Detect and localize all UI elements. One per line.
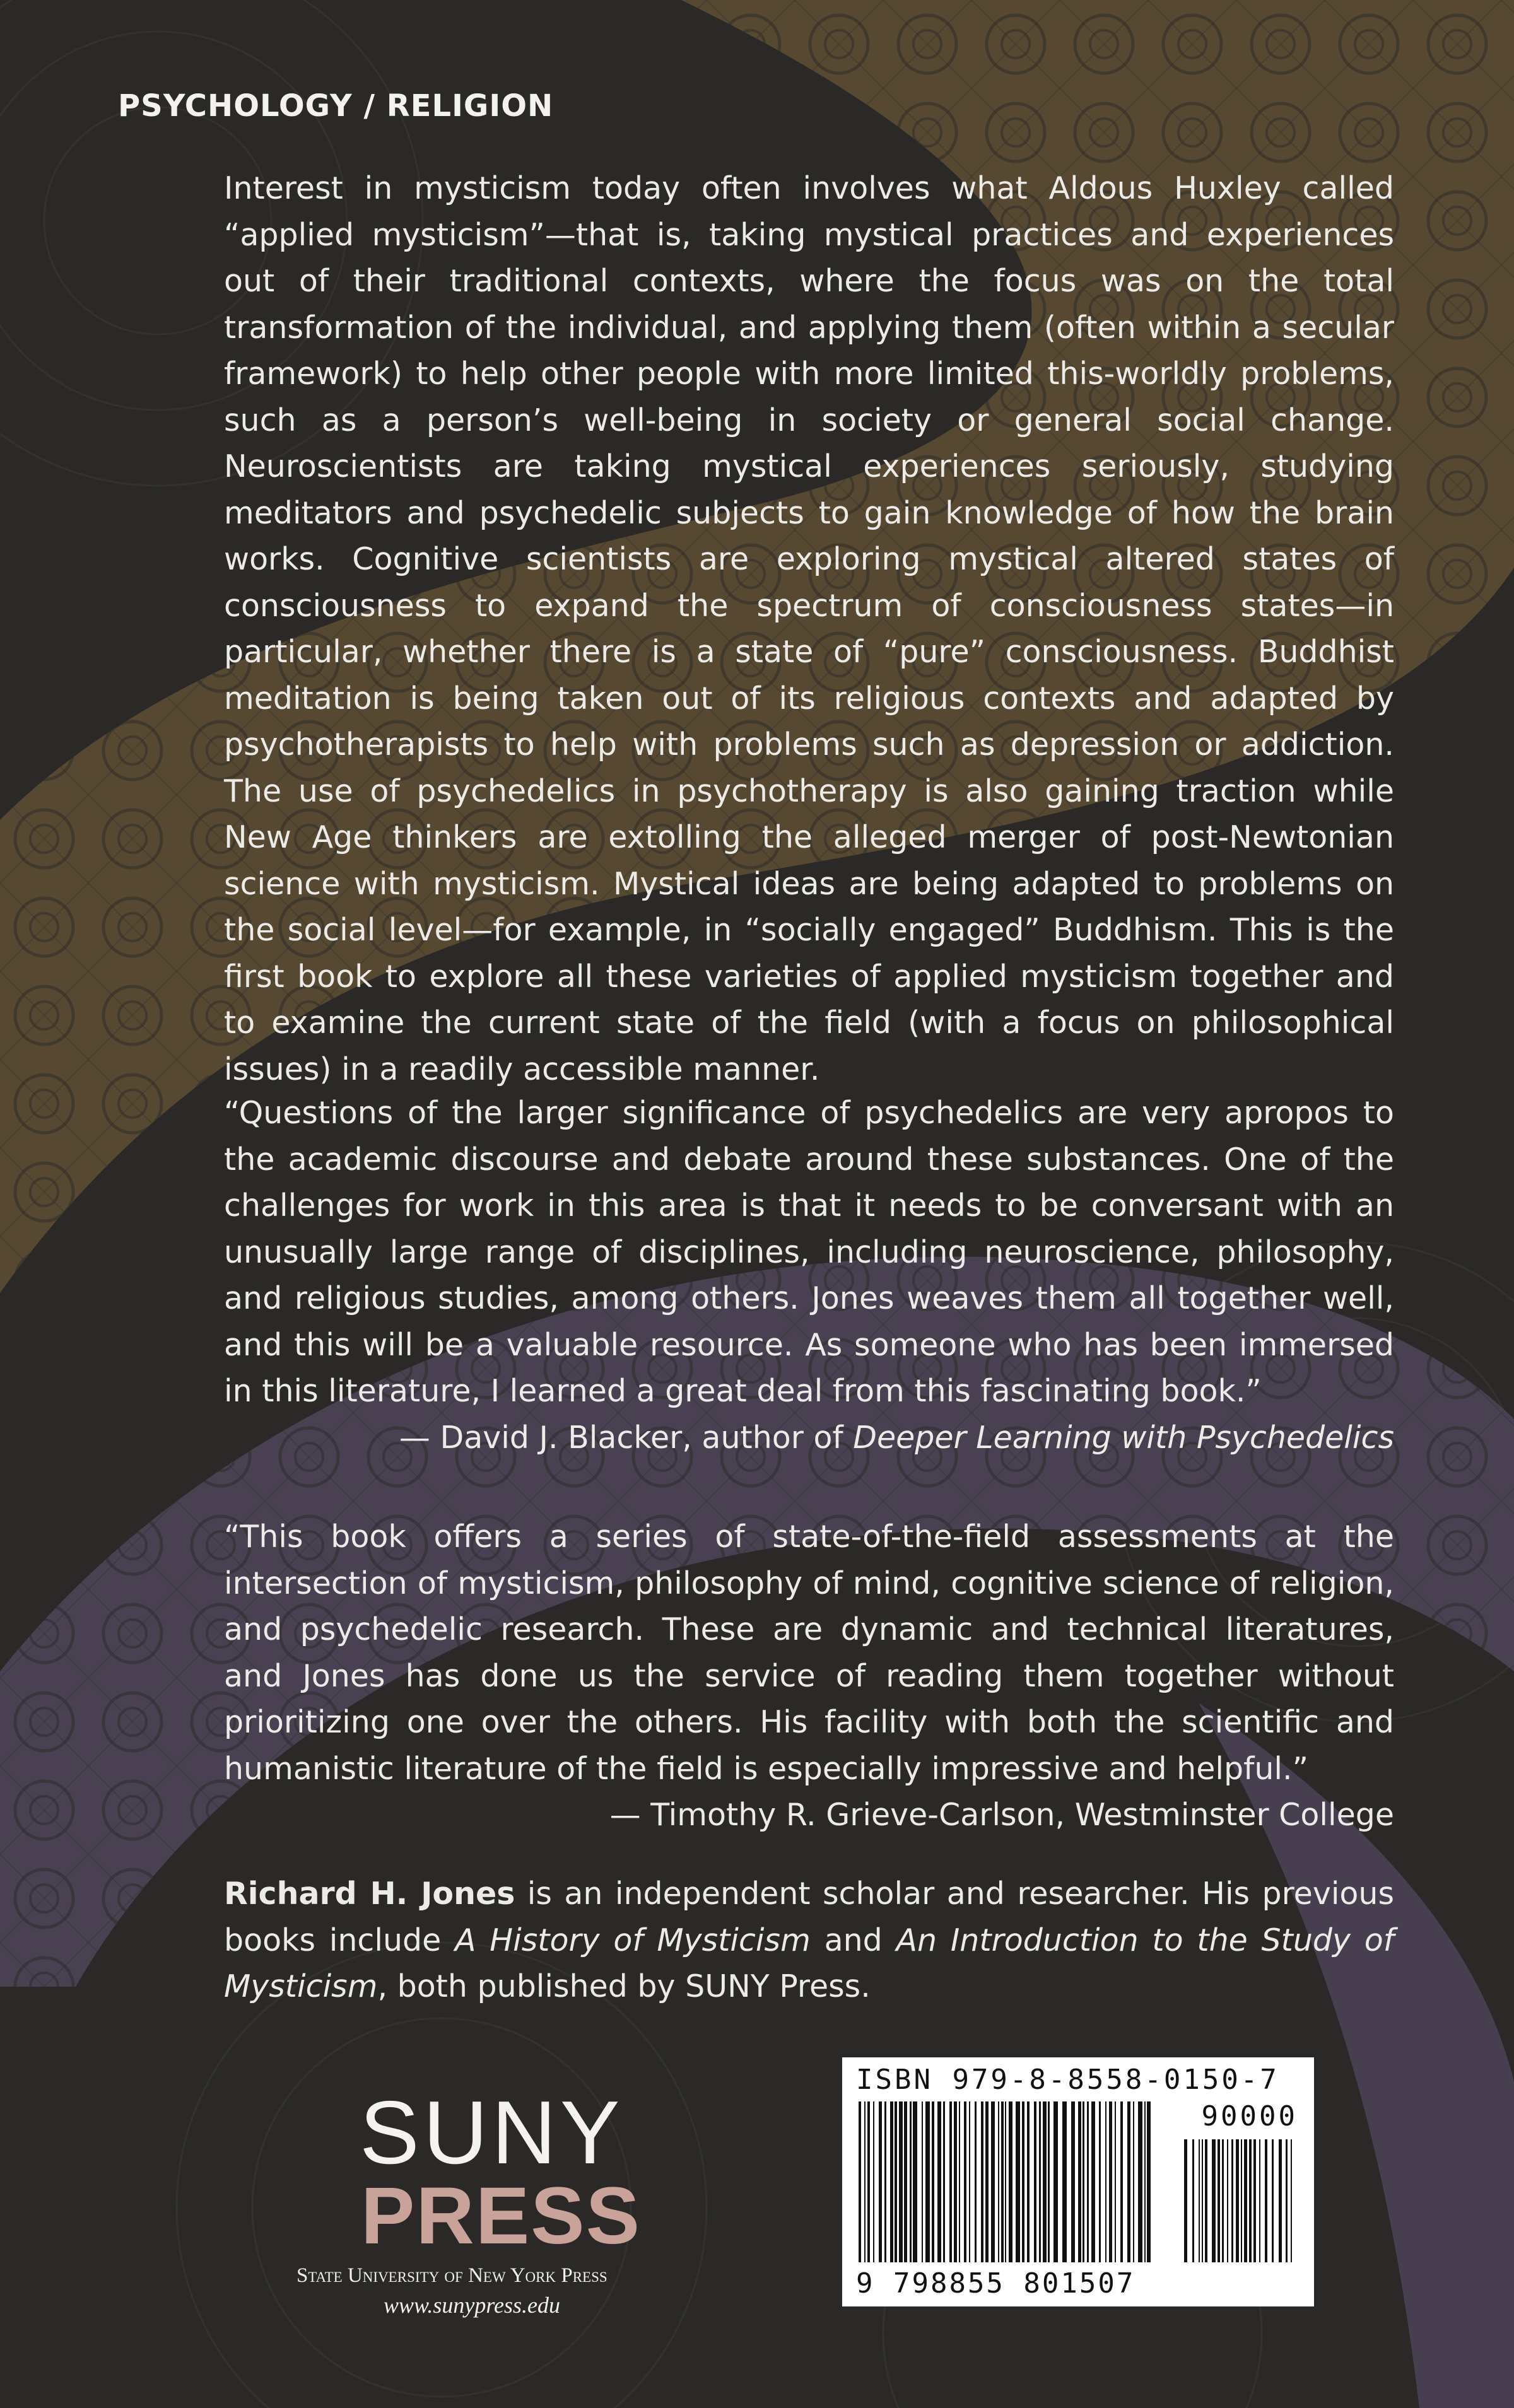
attribution-book-title: Deeper Learning with Psychedelics xyxy=(853,1419,1394,1456)
barcode-bar xyxy=(1265,2139,1267,2262)
barcode-bar xyxy=(1062,2101,1067,2262)
barcode-bar xyxy=(1147,2101,1151,2262)
barcode-bar xyxy=(937,2101,941,2262)
barcode-bar xyxy=(1222,2139,1224,2262)
barcode-bar xyxy=(943,2101,945,2262)
author-bio xyxy=(224,1871,1394,2010)
barcode-bar xyxy=(1083,2101,1084,2262)
barcode-bar xyxy=(890,2101,893,2262)
bio-book-title: A History of Mysticism xyxy=(455,1922,811,1958)
barcode-bar xyxy=(913,2101,917,2262)
barcode-bar xyxy=(1127,2101,1130,2262)
barcode-bar xyxy=(1249,2139,1252,2262)
barcode-bar xyxy=(1115,2101,1116,2262)
barcode-bar xyxy=(1231,2139,1233,2262)
barcode-bar xyxy=(925,2101,930,2262)
barcode-bar xyxy=(954,2101,957,2262)
barcode-bar xyxy=(895,2101,897,2262)
barcode-bar xyxy=(998,2101,999,2262)
barcode-bar xyxy=(899,2101,903,2262)
barcode-bar xyxy=(1133,2101,1134,2262)
quote-attribution: — Timothy R. Grieve-Carlson, Westminster College xyxy=(609,1797,1394,1833)
barcode-bar xyxy=(1087,2101,1089,2262)
barcode-bar xyxy=(1071,2101,1075,2262)
barcode-bar xyxy=(1218,2139,1220,2262)
barcode-bar xyxy=(1202,2139,1203,2262)
bio-text: , both published by SUNY Press. xyxy=(377,1968,871,2004)
book-description: Interest in mysticism today often involves what Aldous Huxley called “applied mysticism”—that is, taking mystical practices and experiences out of their traditional contexts, where the focus was on the total transformation of the individual, and applying them (often within a secular framework) to help other people with more limited this-worldly problems, such as a person’s well-being in society or general social change. Neuroscientists are taking mystical experiences seriously, studying meditators and psychedelic subjects to gain knowledge of how the brain works. Cognitive scientists are exploring mystical altered states of consciousness to expand the spectrum of consciousness states—in particular, whether there is a state of “pure” consciousness. Buddhist meditation is being taken out of its religious contexts and adapted by psychotherapists to help with problems such as depression or addiction. The use of psychedelics in psychotherapy is also gaining traction while New Age thinkers are extolling the alleged merger of post-Newtonian science with mysticism. Mystical ideas are being adapted to problems on the social level—for example, in “socially engaged” Buddhism. This is the first book to explore all these varieties of applied mysticism together and to examine the current state of the field (with a focus on philosophical issues) in a readily accessible manner. xyxy=(224,170,1394,1087)
barcode-bar xyxy=(1043,2101,1047,2262)
barcode-bar xyxy=(1027,2101,1030,2262)
barcode-bar xyxy=(1241,2139,1242,2262)
barcode-bar xyxy=(1138,2101,1142,2262)
barcode-bar xyxy=(873,2101,874,2262)
endorsement-quote-2 xyxy=(224,1514,1394,1838)
barcode-bar xyxy=(867,2101,870,2262)
barcode-bar xyxy=(1291,2139,1292,2262)
logo-press-text: PRESS xyxy=(361,2171,641,2261)
quote-attribution xyxy=(224,1415,1394,1461)
publisher-url: www.sunypress.edu xyxy=(384,2293,561,2318)
isbn-label: ISBN 979-8-8558-0150-7 xyxy=(856,2064,1279,2096)
barcode-bar xyxy=(1009,2101,1012,2262)
barcode-bar xyxy=(1078,2101,1081,2262)
barcode-bar xyxy=(1236,2139,1239,2262)
barcode-bar xyxy=(910,2101,912,2262)
bio-text: is an independent scholar and researcher. His previous books include xyxy=(224,1876,1394,1958)
publisher-full-name: State University of New York Press xyxy=(296,2264,607,2287)
barcode-bar xyxy=(981,2101,983,2262)
barcode-bar xyxy=(1048,2101,1050,2262)
barcode-bar xyxy=(959,2101,960,2262)
barcode-digits: 9 798855 801507 xyxy=(856,2267,1136,2300)
barcode-bar xyxy=(859,2101,861,2262)
barcode-bar xyxy=(1120,2101,1123,2262)
bio-book-title: An Introduction to the Study of Mysticism xyxy=(224,1922,1394,2004)
barcode-bar xyxy=(1192,2139,1194,2262)
barcode-bar xyxy=(1259,2139,1260,2262)
category-label: PSYCHOLOGY / RELIGION xyxy=(118,88,554,124)
barcode-bar xyxy=(1227,2139,1228,2262)
barcode-bar xyxy=(1053,2101,1058,2262)
barcode-bar xyxy=(1022,2101,1024,2262)
barcode-bar xyxy=(1244,2139,1247,2262)
author-name: Richard H. Jones xyxy=(224,1876,515,1912)
barcode-bar xyxy=(1105,2101,1106,2262)
barcode-bar xyxy=(922,2101,923,2262)
quote-text: “Questions of the larger significance of psychedelics are very apropos to the academic discourse and debate around these substances. One of the challenges for work in this area is that it needs to be conversant with an unusually large range of disciplines, including neuroscience, philosophy, and religious studies, among others. Jones weaves them all together well, and this will be a valuable resource. As someone who has been immersed in this literature, I learned a great deal from this fascinating book.” xyxy=(224,1095,1394,1409)
barcode-bar xyxy=(1016,2101,1020,2262)
barcode-bar xyxy=(1034,2101,1036,2262)
barcode-bar xyxy=(975,2101,977,2262)
barcode-bar xyxy=(904,2101,907,2262)
barcode-bar xyxy=(949,2101,952,2262)
barcode-bar xyxy=(969,2101,970,2262)
barcode-bar xyxy=(1279,2139,1282,2262)
barcode-bar xyxy=(1099,2101,1101,2262)
barcode-bar xyxy=(884,2101,886,2262)
isbn-barcode xyxy=(842,2057,1314,2306)
barcode-bar xyxy=(1039,2101,1041,2262)
barcode-bar xyxy=(1005,2101,1006,2262)
barcode-bar xyxy=(1184,2139,1187,2262)
barcode-bar xyxy=(1091,2101,1095,2262)
barcode-bar xyxy=(1212,2139,1216,2262)
quote-text: “This book offers a series of state-of-the-field assessments at the intersection of mysticism, philosophy of mind, cognitive science of religion, and psychedelic research. These are dynamic and technical literatures, and Jones has done us the service of reading them together without prioritizing one over the others. His facility with both the scientific and humanistic literature of the field is especially impressive and helpful.” xyxy=(224,1519,1394,1787)
barcode-bar xyxy=(1286,2139,1288,2262)
barcode-bar xyxy=(1144,2101,1146,2262)
barcode-bar xyxy=(964,2101,966,2262)
barcode-bar xyxy=(1272,2139,1274,2262)
attribution-name: — David J. Blacker, author of xyxy=(399,1419,854,1456)
price-code: 90000 xyxy=(1201,2100,1298,2132)
suny-press-logo xyxy=(296,2081,725,2318)
bio-text: and xyxy=(810,1922,896,1958)
barcode-bar xyxy=(991,2101,995,2262)
barcode-bar xyxy=(1205,2139,1207,2262)
barcode-bar xyxy=(1001,2101,1004,2262)
endorsement-quote-1 xyxy=(224,1090,1394,1461)
barcode-bar xyxy=(879,2101,882,2262)
barcode-bar xyxy=(1199,2139,1200,2262)
barcode-bar xyxy=(1109,2101,1112,2262)
logo-suny-text: SUNY xyxy=(360,2083,624,2183)
barcode-bar xyxy=(932,2101,934,2262)
barcode-bar xyxy=(1253,2139,1256,2262)
barcode-bar xyxy=(985,2101,989,2262)
barcode-bar xyxy=(864,2101,866,2262)
